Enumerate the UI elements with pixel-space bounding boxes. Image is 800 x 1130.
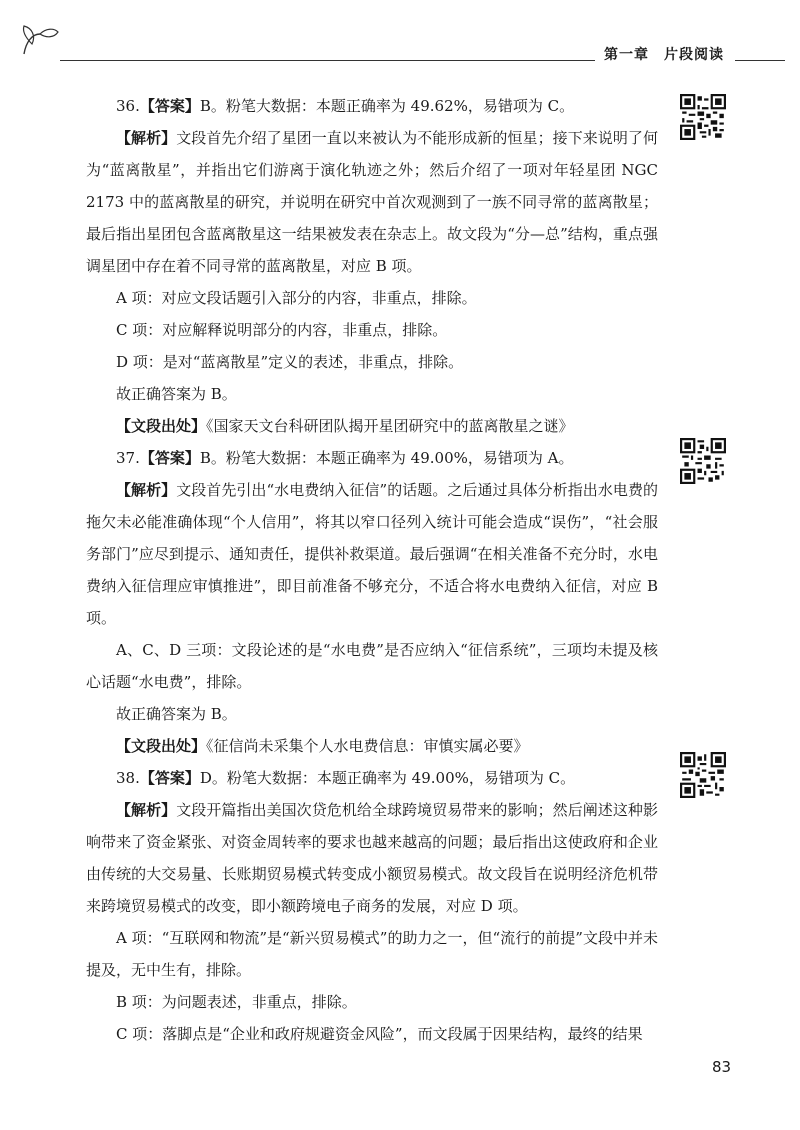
option-explanation: D 项：是对“蓝离散星”定义的表述，非重点，排除。 [116,353,464,371]
analysis-tag: 【解析】 [116,481,177,499]
source-line [86,410,658,442]
qr-code-icon[interactable] [680,438,726,484]
source-line [86,730,658,762]
analysis-tag: 【解析】 [116,801,177,819]
analysis-text: 文段开篇指出美国次贷危机给全球跨境贸易带来的影响；然后阐述这种影响带来了资金紧张、对资金周转率的要求也越来越高的问题；最后指出这使政府和企业由传统的大交易量、长账期贸易模式转变成小额贸易模式。故文段旨在说明经济危机带来跨境贸易模式的改变，即小额跨境电子商务的发展，对应 D 项。 [86,801,658,915]
source-tag: 【文段出处】 [116,417,207,435]
option-explanation: A 项：对应文段话题引入部分的内容，非重点，排除。 [116,289,477,307]
answer-text: B。粉笔大数据：本题正确率为 49.62%，易错项为 C。 [199,97,575,115]
question-number: 36. [116,97,140,115]
qr-code-icon[interactable] [680,94,726,140]
source-tag: 【文段出处】 [116,737,207,755]
page-content [86,90,658,1050]
source-text: 《国家天文台科研团队揭开星团研究中的蓝离散星之谜》 [206,417,574,435]
answer-tag: 【答案】 [139,769,200,787]
source-text: 《征信尚未采集个人水电费信息：审慎实属必要》 [206,737,529,755]
qr-code-icon[interactable] [680,752,726,798]
analysis-text: 文段首先引出“水电费纳入征信”的话题。之后通过具体分析指出水电费的拖欠未必能准确体现“个人信用”，将其以窄口径列入统计可能会造成“误伤”，“社会服务部门”应尽到提示、通知责任，提供补救渠道。最后强调“在相关准备不充分时，水电费纳入征信理应审慎推进”，即目前准备不够充分，不适合将水电费纳入征信，对应 B 项。 [86,481,658,627]
header-rule-left [60,60,595,61]
option-explanation: C 项：落脚点是“企业和政府规避资金风险”，而文段属于因果结构，最终的结果 [116,1025,643,1043]
question-number: 37. [116,449,140,467]
page-number: 83 [712,1058,732,1076]
answer-line [86,442,658,474]
answer-tag: 【答案】 [139,97,200,115]
chapter-title: 第一章 片段阅读 [598,44,730,64]
option-explanation: A、C、D 三项：文段论述的是“水电费”是否应纳入“征信系统”，三项均未提及核心话题“水电费”，排除。 [86,641,658,691]
conclusion: 故正确答案为 B。 [116,705,237,723]
answer-tag: 【答案】 [139,449,200,467]
analysis-tag: 【解析】 [116,129,177,147]
answer-line [86,762,658,794]
analysis-paragraph [86,474,658,634]
page-header [0,0,800,80]
answer-text: B。粉笔大数据：本题正确率为 49.00%，易错项为 A。 [199,449,574,467]
answer-line [86,90,658,122]
question-number: 38. [116,769,140,787]
leaf-ornament-icon [18,24,62,58]
option-explanation: C 项：对应解释说明部分的内容，非重点，排除。 [116,321,448,339]
option-explanation: B 项：为问题表述，非重点，排除。 [116,993,357,1011]
header-rule-right [735,60,785,61]
analysis-text: 文段首先介绍了星团一直以来被认为不能形成新的恒星；接下来说明了何为“蓝离散星”，并指出它们游离于演化轨迹之外；然后介绍了一项对年轻星团 NGC 2173 中的蓝离散星的研究，并说明在研究中首次观测到了一族不同寻常的蓝离散星；最后指出星团包含蓝离散星这一结果被发表在杂志上。故文段为“分—总”结构，重点强调星团中存在着不同寻常的蓝离散星，对应 B 项。 [86,129,658,275]
analysis-paragraph [86,122,658,282]
option-explanation: A 项：“互联网和物流”是“新兴贸易模式”的助力之一，但“流行的前提”文段中并未提及，无中生有，排除。 [86,929,658,979]
answer-text: D。粉笔大数据：本题正确率为 49.00%，易错项为 C。 [199,769,576,787]
conclusion: 故正确答案为 B。 [116,385,237,403]
analysis-paragraph [86,794,658,922]
